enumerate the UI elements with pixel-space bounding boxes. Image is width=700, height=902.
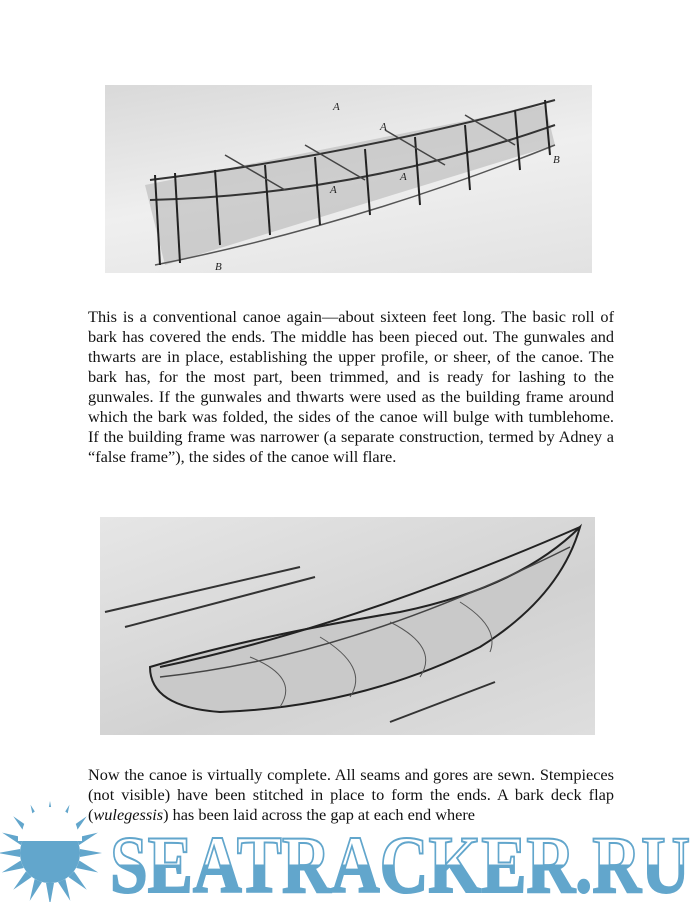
figure-label-b: B — [215, 261, 222, 273]
paragraph-text: Now the canoe is virtually complete. All seams and gores are sewn. Stempieces (not visible) have been stitched in place to form the ends. A bark deck flap ( — [88, 765, 614, 824]
figure-label-a: A — [400, 171, 407, 183]
seatracker-watermark — [0, 795, 700, 902]
completed-canoe-illustration — [100, 517, 595, 735]
figure-label-a-prime: A — [333, 101, 340, 113]
sun-logo-icon — [0, 801, 102, 902]
paragraph-canoe-frame: This is a conventional canoe again—about sixteen feet long. The basic roll of bark has covered the ends. The middle has been pieced out. The gunwales and thwarts are in place, establishing the upper profile, or sheer, of the canoe. The bark has, for the most part, been trimmed, and is ready for lashing to the gunwales. If the gunwales and thwarts were used as the building frame around which the bark was folded, the sides of the canoe will bulge with tumblehome. If the building frame was narrower (a separate construction, termed by Adney a “false frame”), the sides of the canoe will flare. — [88, 307, 614, 466]
canoe-frame-illustration — [105, 85, 592, 273]
figure-label-b: B — [553, 154, 560, 166]
term-wulegessis: wulegessis — [93, 805, 164, 824]
paragraph-text: ) has been laid across the gap at each end where — [163, 805, 475, 824]
figure-label-a: A — [380, 121, 387, 133]
figure-label-a: A — [330, 184, 337, 196]
watermark-text: SEATRACKER.RU — [110, 819, 690, 902]
